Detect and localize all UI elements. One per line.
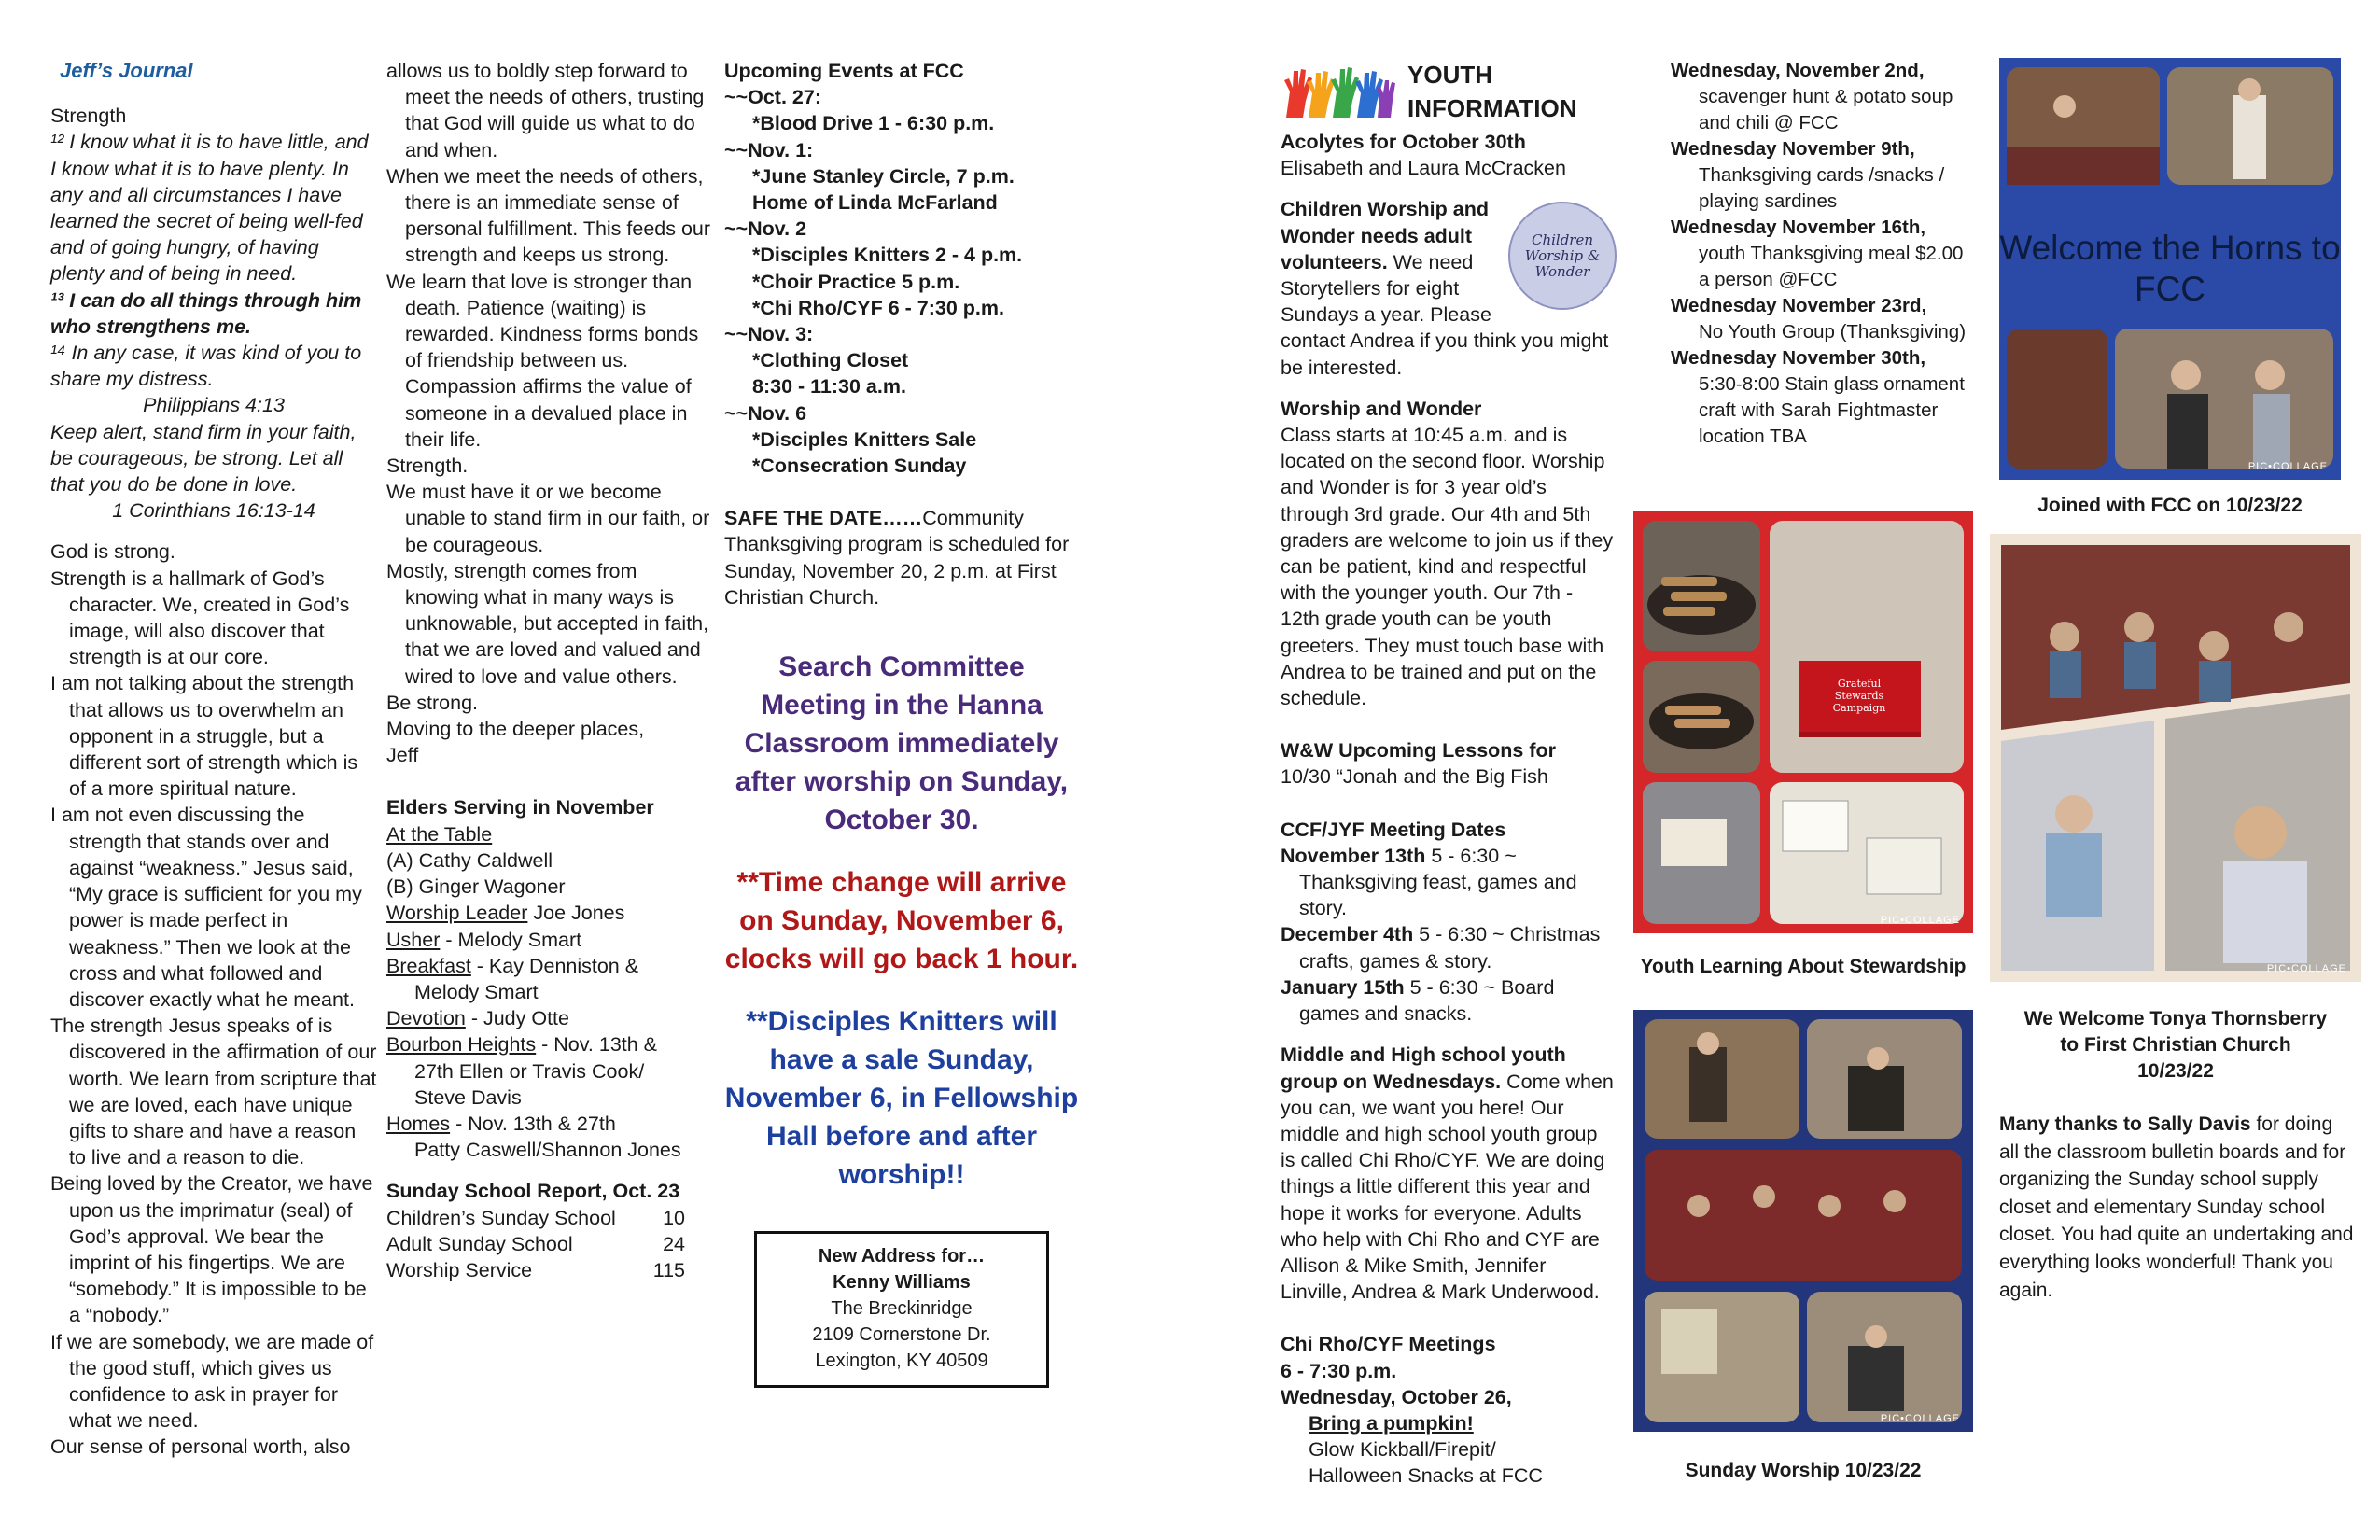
save-date-text: Community Thanksgiving program is scheduled for Sunday, November 20, 2 p.m. at First Christian Church. (724, 507, 1070, 609)
journal-paragraph: If we are somebody, we are made of the good stuff, which gives us confidence to ask in prayer for what we need. (50, 1330, 374, 1433)
journal-paragraph: When we meet the needs of others, there is an immediate sense of personal fulfillment. This feeds our strength and keeps us strong. (386, 164, 711, 267)
ww-title: Worship and Wonder (1281, 397, 1482, 420)
chi-rho-pumpkin: Bring a pumpkin! (1309, 1411, 1474, 1435)
ss-value: 10 (663, 1206, 685, 1229)
sunday-school-row (386, 1231, 713, 1257)
worship-caption: Sunday Worship 10/23/22 (1685, 1460, 1922, 1481)
ss-value: 24 (663, 1232, 685, 1255)
ww-text: Class starts at 10:45 a.m. and is located on the second floor. Worship and Wonder is for 3 year old’s through 3rd grade. Our 4th and 5th graders are welcome to join us if they can be patient, kind and respectful with the younger youth. Our 7th - 12th grade youth can be youth greeters. They must touch base with Andrea to be trained and put on the schedule. (1281, 424, 1614, 710)
event-item: *Disciples Knitters 2 - 4 p.m. (752, 244, 1023, 267)
ccf-date-item (1281, 843, 1617, 922)
journal-paragraph: allows us to boldly step forward to meet the needs of others, trusting that God will guide us what to do and when. (386, 60, 705, 161)
ccf-date: December 4th (1281, 923, 1414, 946)
events-list (724, 84, 1079, 479)
youth-column (1281, 58, 1617, 1490)
ccf-desc: 5 - 6:30 ~ Christmas crafts, games & story. (1299, 923, 1601, 973)
homes-value: - Nov. 13th & 27th (450, 1112, 616, 1135)
spacer (724, 479, 1079, 505)
address-line-3: The Breckinridge (831, 1298, 973, 1320)
ccf-date: November 13th (1281, 844, 1426, 867)
worship-collage (1633, 1010, 1973, 1432)
journal-body (50, 539, 377, 1460)
lessons-title: W&W Upcoming Lessons for (1281, 739, 1557, 763)
scripture-line: Strength (50, 105, 127, 128)
stewardship-caption: Youth Learning About Stewardship (1640, 956, 1967, 977)
search-committee-promo: Search Committee Meeting in the Hanna Classroom immediately after worship on Sunday, October 30. (735, 651, 1069, 836)
address-line-4: 2109 Cornerstone Dr. (812, 1324, 991, 1346)
event-item: ~~Nov. 6 (724, 401, 807, 425)
spacer (1281, 711, 1617, 737)
elders-at-table: At the Table (386, 822, 493, 846)
new-address-box (754, 1231, 1049, 1388)
ccf-date: January 15th (1281, 975, 1405, 999)
spacer (724, 1194, 1079, 1231)
elders-devotion (386, 1005, 713, 1031)
lessons-text: 10/30 “Jonah and the Big Fish (1281, 765, 1548, 789)
tonya-collage (1990, 534, 2361, 982)
address-line-5: Lexington, KY 40509 (815, 1351, 988, 1372)
event-item: ~~Nov. 1: (724, 138, 814, 161)
collage-watermark: PIC•COLLAGE (1880, 1413, 1960, 1424)
chi-rho-title: Chi Rho/CYF Meetings (1281, 1333, 1496, 1356)
spacer (1281, 791, 1617, 817)
events-column (724, 58, 1079, 1388)
stewardship-sign: Grateful Stewards Campaign (1832, 678, 1886, 714)
wednesday-activity: scavenger hunt & potato soup and chili @ FCC (1699, 86, 1953, 133)
breakfast-label: Breakfast (386, 954, 471, 977)
thanks-bold: Many thanks to Sally Davis (1999, 1113, 2251, 1135)
ccf-date-item (1281, 921, 1617, 973)
tonya-caption-3: 10/23/22 (2137, 1060, 2214, 1082)
stewardship-photo (1633, 511, 1973, 933)
ccf-desc: 5 - 6:30 ~ Board games and snacks. (1299, 975, 1555, 1026)
scripture-line: Keep alert, stand firm in your faith, be courageous, be strong. Let all that you do be done in love. (50, 420, 357, 497)
journal-paragraph: Strength is a hallmark of God’s character. We, created in God’s image, will also discover that strength is at our core. (50, 567, 350, 669)
journal-paragraph: I am not talking about the strength that allows us to overwhelm an opponent in a struggle, but a different sort of strength which is of a more spiritual nature. (50, 672, 358, 801)
wednesday-date: Wednesday November 9th, (1671, 138, 1915, 160)
children-worship-wonder-logo (1508, 202, 1617, 310)
event-item: ~~Nov. 3: (724, 323, 814, 346)
elders-a: (A) Cathy Caldwell (386, 848, 553, 872)
save-the-date (724, 505, 1079, 610)
journal-paragraph: Jeff (386, 744, 419, 767)
scripture-line: ¹³ I can do all things through him who strengthens me. (50, 288, 362, 338)
elders-worship-leader (386, 900, 713, 926)
worship-photo (1633, 1010, 1973, 1432)
journal-column-1 (50, 58, 377, 1461)
thanks-note (1999, 1111, 2354, 1304)
event-item: *Blood Drive 1 - 6:30 p.m. (752, 112, 995, 135)
events-title: Upcoming Events at FCC (724, 60, 964, 82)
wednesday-date: Wednesday, November 2nd, (1671, 60, 1925, 81)
spacer (1281, 381, 1617, 396)
journal-paragraph: Moving to the deeper places, (386, 718, 645, 741)
event-item: *Clothing Closet (752, 349, 909, 372)
ccf-dates (1281, 843, 1617, 1027)
elders-breakfast-2: Melody Smart (414, 980, 539, 1003)
elders-bourbon-3: Steve Davis (414, 1085, 522, 1109)
chi-rho-time: 6 - 7:30 p.m. (1281, 1359, 1397, 1382)
journal-paragraph: We must have it or we become unable to stand firm in our faith, or be courageous. (386, 481, 710, 556)
event-item: *Choir Practice 5 p.m. (752, 270, 960, 293)
acolytes-names: Elisabeth and Laura McCracken (1281, 157, 1566, 180)
elders-b: (B) Ginger Wagoner (386, 875, 566, 899)
collage-watermark: PIC•COLLAGE (2266, 963, 2346, 974)
ss-label: Worship Service (386, 1258, 533, 1281)
sunday-school-title: Sunday School Report, Oct. 23 (386, 1180, 680, 1203)
acolytes-title: Acolytes for October 30th (1281, 131, 1526, 153)
hands-icon (1281, 63, 1400, 119)
usher-value: - Melody Smart (440, 928, 582, 951)
stewardship-collage (1633, 511, 1973, 933)
chi-rho-halloween: Halloween Snacks at FCC (1309, 1464, 1543, 1488)
horns-welcome-text: Welcome the Horns to FCC (1999, 229, 2341, 308)
tonya-caption (1990, 1006, 2361, 1085)
youth-header (1281, 58, 1617, 125)
cw-volunteers-text: We need Storytellers for eight Sundays a year. Please contact Andrea if you think you might be interested. (1281, 250, 1609, 379)
address-line-2: Kenny Williams (833, 1272, 971, 1294)
thanks-paragraph (1999, 1111, 2354, 1304)
horns-collage (1999, 58, 2341, 480)
chi-rho-date: Wednesday, October 26, (1281, 1385, 1512, 1408)
horns-caption: Joined with FCC on 10/23/22 (2037, 495, 2303, 516)
collage-watermark: PIC•COLLAGE (2247, 461, 2328, 472)
journal-paragraph: Strength. (386, 455, 469, 478)
scripture-line: ¹² I know what it is to have little, and I know what it is to have plenty. In any and all circumstances I have learned the secret of being well-fed and of going hungry, of having plenty and of being in need. (50, 131, 369, 286)
event-item: Home of Linda McFarland (752, 191, 998, 215)
worship-leader-value: Joe Jones (527, 902, 625, 925)
journal-paragraph: The strength Jesus speaks of is discovered in the affirmation of our worth. We learn from scripture that we are loved, each have unique gifts to share and have a reason to live and a reason to die. (50, 1015, 377, 1169)
tonya-photo (1990, 534, 2361, 982)
ss-value: 115 (652, 1258, 685, 1281)
scripture-line: ¹⁴ In any case, it was kind of you to share my distress. (50, 342, 362, 391)
journal-paragraph: Our sense of personal worth, also (50, 1435, 351, 1459)
journal-continued (386, 58, 713, 768)
sunday-school-row (386, 1257, 713, 1283)
spacer (724, 839, 1079, 863)
spacer (386, 768, 713, 794)
sunday-school-table (386, 1205, 713, 1284)
mh-text: Come when you can, we want you here! Our middle and high school youth group is called Chi Rho/CYF. We are doing things a little different this year and hope it works for everyone. Adults who help with Chi Rho and CYF are Allison & Mike Smith, Jennifer Linville, Andrea & Mark Underwood. (1281, 1070, 1614, 1304)
middle-high-youth (1281, 1042, 1617, 1305)
journal-paragraph: Being loved by the Creator, we have upon us the imprimatur (seal) of God’s approval. We bear the imprint of his fingertips. We are “somebody.” It is impossible to be a “nobody.” (50, 1172, 373, 1327)
journal-paragraph: God is strong. (50, 540, 175, 564)
journal-paragraph: Be strong. (386, 691, 478, 714)
youth-title-1: YOUTH (1407, 61, 1492, 89)
event-item: ~~Nov. 2 (724, 217, 807, 241)
wednesday-activity: 5:30-8:00 Stain glass ornament craft with Sarah Fightmaster location TBA (1699, 373, 1965, 447)
wednesday-date: Wednesday November 30th, (1671, 347, 1926, 369)
elders-homes (386, 1111, 713, 1137)
scripture-line: Philippians 4:13 (143, 394, 285, 417)
thanks-text: for doing all the classroom bulletin boards and for organizing the Sunday school supply closet and elementary Sunday school closet. You had quite an undertaking and everything looks wonderful! Thank you again. (1999, 1113, 2354, 1301)
spacer (1281, 181, 1617, 196)
elders-breakfast (386, 953, 713, 979)
elders-usher (386, 927, 713, 953)
address-line-1: New Address for… (818, 1246, 986, 1267)
spacer (724, 610, 1079, 648)
journal-paragraph: We learn that love is stronger than death. Patience (waiting) is rewarded. Kindness forms bonds of friendship between us. Compassion affirms the value of someone in a devalued place in their life. (386, 270, 699, 451)
journal-paragraph: Mostly, strength comes from knowing what in many ways is unknowable, but accepted in faith, that we are loved and valued and wired to love and value others. (386, 559, 709, 688)
knitters-sale-promo: **Disciples Knitters will have a sale Sunday, November 6, in Fellowship Hall before and after worship!! (724, 1006, 1079, 1191)
devotion-label: Devotion (386, 1007, 466, 1030)
spacer (50, 524, 377, 539)
bourbon-label: Bourbon Heights (386, 1033, 537, 1057)
elders-bourbon (386, 1031, 713, 1057)
event-item: *Consecration Sunday (752, 455, 967, 478)
scripture-line: 1 Corinthians 16:13-14 (112, 499, 315, 523)
collage-watermark: PIC•COLLAGE (1880, 915, 1960, 926)
wednesday-activity: youth Thanksgiving meal $2.00 a person @FCC (1699, 243, 1964, 290)
save-date-label: SAFE THE DATE…… (724, 507, 923, 530)
wednesday-activity: Thanksgiving cards /snacks / playing sardines (1699, 164, 1945, 212)
spacer (1281, 1027, 1617, 1042)
journal-paragraph: I am not even discussing the strength that stands over and against “weakness.” Jesus said, “My grace is sufficient for you my power is made perfect in weakness.” Then we look at the cross and what followed and discover exactly what he meant. (50, 804, 362, 1011)
elders-bourbon-2: 27th Ellen or Travis Cook/ (414, 1059, 645, 1083)
journal-column-2 (386, 58, 713, 1283)
elders-homes-2: Patty Caswell/Shannon Jones (414, 1139, 681, 1162)
homes-label: Homes (386, 1112, 451, 1135)
tonya-caption-2: to First Christian Church (2060, 1034, 2291, 1056)
ss-label: Adult Sunday School (386, 1232, 573, 1255)
elders-title: Elders Serving in November (386, 796, 654, 819)
event-item: ~~Oct. 27: (724, 86, 821, 109)
spacer (386, 1163, 713, 1178)
tonya-caption-1: We Welcome Tonya Thornsberry (2023, 1008, 2328, 1029)
journal-scripture (50, 103, 377, 524)
spacer (1281, 1305, 1617, 1331)
mh-bold: Middle and High school youth group on Wednesdays. (1281, 1043, 1566, 1093)
event-item: *Chi Rho/CYF 6 - 7:30 p.m. (752, 296, 1004, 319)
worship-leader-label: Worship Leader (386, 902, 528, 925)
ss-label: Children’s Sunday School (386, 1206, 616, 1229)
ccf-desc: 5 - 6:30 ~ Thanksgiving feast, games and story. (1299, 844, 1577, 920)
cw-logo-text: Children Worship & Wonder (1524, 231, 1601, 280)
sunday-school-row (386, 1205, 713, 1231)
event-item: *Disciples Knitters Sale (752, 427, 977, 451)
wednesday-date: Wednesday November 23rd, (1671, 295, 1927, 316)
time-change-promo: **Time change will arrive on Sunday, November 6, clocks will go back 1 hour. (724, 867, 1079, 975)
devotion-value: - Judy Otte (465, 1007, 569, 1030)
ccf-title: CCF/JYF Meeting Dates (1281, 818, 1506, 841)
event-item: 8:30 - 11:30 a.m. (752, 375, 906, 399)
event-item: *June Stanley Circle, 7 p.m. (752, 164, 1015, 188)
chi-rho-glow: Glow Kickball/Firepit/ (1309, 1438, 1496, 1462)
journal-title: Jeff’s Journal (60, 59, 193, 82)
wednesday-schedule (1671, 58, 1979, 450)
wednesday-activity: No Youth Group (Thanksgiving) (1699, 321, 1967, 343)
youth-title-2: INFORMATION (1407, 94, 1577, 122)
cw-volunteers-bold: Children Worship and Wonder needs adult volunteers. (1281, 198, 1489, 273)
bourbon-value: - Nov. 13th & (536, 1033, 658, 1057)
usher-label: Usher (386, 928, 441, 951)
wednesday-date: Wednesday November 16th, (1671, 217, 1926, 238)
ccf-date-item (1281, 974, 1617, 1027)
youth-title (1407, 58, 1577, 125)
spacer (724, 978, 1079, 1002)
breakfast-value: - Kay Denniston & (470, 954, 639, 977)
